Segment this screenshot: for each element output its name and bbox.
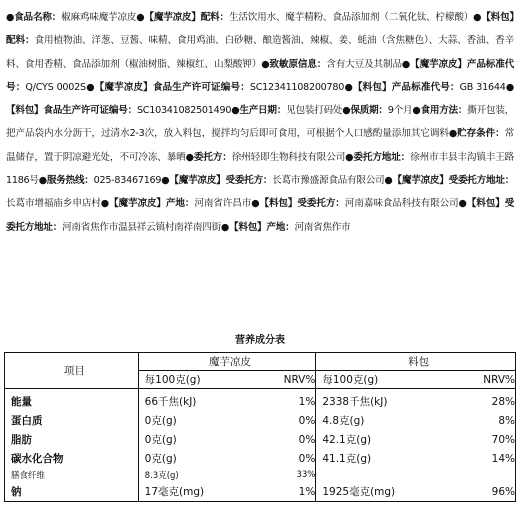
konjac-nrv: 1% <box>240 389 316 412</box>
info-field-label: ●【魔芋凉皮】产品标准代号： <box>6 58 515 93</box>
nutrition-row <box>5 411 516 430</box>
info-field-value: 嘉味食品科技有限公司 <box>363 198 459 210</box>
info-field-value: 技有限公司 <box>297 151 346 163</box>
info-field-value: 徐州轻即生物科 <box>231 151 298 163</box>
nutrition-row <box>5 449 516 468</box>
info-field-value: 徐州市丰县丰沟镇丰王路1186号 <box>6 151 515 187</box>
nutrient-name: 蛋白质 <box>5 411 139 430</box>
info-field-label: ●【魔芋凉皮】受委托方地址： <box>384 175 515 187</box>
seasoning-nrv <box>430 468 516 482</box>
product-info-paragraph <box>6 6 514 239</box>
konjac-amount: 0克(g) <box>144 434 177 446</box>
konjac-amount: 0克(g) <box>144 453 177 465</box>
info-field-value: 见包装打码处 <box>286 105 343 117</box>
info-field-value: 长葛市豫盛源 <box>272 175 329 187</box>
group-header-seasoning: 料包 <box>316 353 516 371</box>
info-field-value: 9个月 <box>387 105 413 117</box>
seasoning-nrv: 14% <box>491 452 515 465</box>
info-field-label: ●委托方： <box>185 151 232 163</box>
nutrition-table-title: 营养成分表 <box>235 335 285 346</box>
info-field-value: Q/CYS 0002S <box>25 81 86 93</box>
item-column-header: 项目 <box>5 353 139 389</box>
nutrient-name: 能量 <box>5 389 139 412</box>
konjac-nrv-header: NRV% <box>240 371 316 389</box>
seasoning-nrv: 8% <box>498 414 515 427</box>
group-header-konjac: 魔芋凉皮 <box>138 353 316 371</box>
info-field-label: ●食品名称： <box>6 12 62 23</box>
info-field-label: ●贮存条件： <box>448 128 505 140</box>
info-field-value: 河南省许昌市 <box>194 198 252 210</box>
info-field-value: 河南省焦作市温县祥云镇村南祥南四街 <box>62 221 221 233</box>
info-field-label: ●【魔芋凉皮】受委托方： <box>161 175 273 187</box>
nutrition-table <box>4 352 516 502</box>
info-field-label: ●【料包】受委托方地址： <box>6 198 515 233</box>
konjac-amount: 8.3克(g) <box>144 471 179 481</box>
info-field-label: ●【料包】食品生产许可证编号： <box>6 81 515 117</box>
nutrient-name: 碳水化合物 <box>5 449 139 468</box>
info-field-label: ●【魔芋凉皮】产地： <box>100 198 195 210</box>
nutrition-row <box>5 482 516 502</box>
info-field-value: 撕开包装，把产品袋内水分沥干，过清水2-3次，放入料包，搅拌均匀后即 <box>6 105 515 140</box>
seasoning-amount: 41.1克(g) <box>322 453 372 465</box>
info-field-value: 河南 <box>344 198 364 210</box>
seasoning-amount <box>316 468 430 482</box>
info-field-label: ●生产日期： <box>231 105 287 117</box>
seasoning-per-100g-header: 每100克(g) <box>316 371 430 389</box>
seasoning-amount: 2338千焦(kJ) <box>322 396 388 408</box>
info-field-label: ●【魔芋凉皮】配料： <box>136 12 229 23</box>
info-field-label: ●致敏原信息： <box>261 58 327 70</box>
nutrient-name: 脂肪 <box>5 430 139 449</box>
info-field-value: 椒麻鸡味魔芋凉皮 <box>61 12 137 23</box>
seasoning-nrv: 28% <box>491 395 515 408</box>
konjac-nrv: 33% <box>240 468 316 482</box>
seasoning-amount: 4.8克(g) <box>322 415 365 427</box>
info-field-value: （椒油树脂、辣椒红、山梨酸钾） <box>119 58 262 70</box>
info-field-label: ●食用方法： <box>412 105 468 117</box>
info-field-label: ●【料包】配料： <box>6 12 515 47</box>
konjac-per-100g-header: 每100克(g) <box>138 371 240 389</box>
nutrition-group-header-row <box>5 353 516 371</box>
info-field-value: 可食用，可根据个人口感酌量添加其它调料 <box>268 128 449 140</box>
info-field-value: 植物油、洋葱、豆酱、味精、食用鸡油、白砂糖、酿造酱油、辣椒、姜、蚝油（含焦糖色）、大蒜、香油、香辛料、食用香精、食品添加剂 <box>6 35 514 70</box>
seasoning-amount: 42.1克(g) <box>322 434 372 446</box>
info-field-value: 河南省焦作市 <box>294 221 351 233</box>
info-field-value: SC10341082501490 <box>136 105 232 117</box>
konjac-nrv: 0% <box>240 449 316 468</box>
info-field-label: ●【料包】产地： <box>220 221 295 233</box>
seasoning-nrv: 96% <box>491 485 515 498</box>
konjac-amount: 66千焦(kJ) <box>144 396 197 408</box>
info-field-label: ●服务热线： <box>38 175 94 187</box>
info-field-value: 常温储存，置于阴凉避光处，不可冷冻、暴晒 <box>6 128 514 163</box>
info-field-label: ●【魔芋凉皮】食品 <box>85 81 173 93</box>
info-field-value: 含有大豆及其制品 <box>326 58 402 70</box>
konjac-nrv: 0% <box>240 430 316 449</box>
info-field-value: 食品有限公司 <box>328 175 385 187</box>
info-field-value: GB 31644 <box>459 81 506 93</box>
seasoning-amount: 1925毫克(mg) <box>322 486 396 498</box>
konjac-nrv: 1% <box>240 482 316 502</box>
konjac-amount: 17毫克(mg) <box>144 486 205 498</box>
konjac-nrv: 0% <box>240 411 316 430</box>
nutrition-row <box>5 430 516 449</box>
info-field-label: ●【料包】受委托方： <box>251 198 345 210</box>
info-field-label: ●【料包】产品标准代号： <box>344 81 460 93</box>
info-field-label: 生产许可证编号： <box>172 81 250 93</box>
info-field-value: SC12341108200780 <box>249 81 345 93</box>
seasoning-nrv-header: NRV% <box>430 371 516 389</box>
konjac-amount: 0克(g) <box>144 415 177 427</box>
info-field-value: 长葛市增福庙乡申店村 <box>6 198 101 210</box>
info-field-label: ●保质期： <box>342 105 388 117</box>
info-field-label: ●委托方地址： <box>345 151 411 163</box>
nutrition-row <box>5 389 516 412</box>
info-field-value: 生活饮用水、魔芋精粉、食品添加剂（二氧化钛、柠檬酸） <box>228 12 474 23</box>
nutrient-name: 钠 <box>5 482 139 502</box>
nutrient-name: 膳食纤维 <box>5 468 139 482</box>
nutrition-row <box>5 468 516 482</box>
seasoning-nrv: 70% <box>491 433 515 446</box>
info-field-value: 食用 <box>34 35 54 47</box>
info-field-value: 025-83467169 <box>93 175 162 187</box>
